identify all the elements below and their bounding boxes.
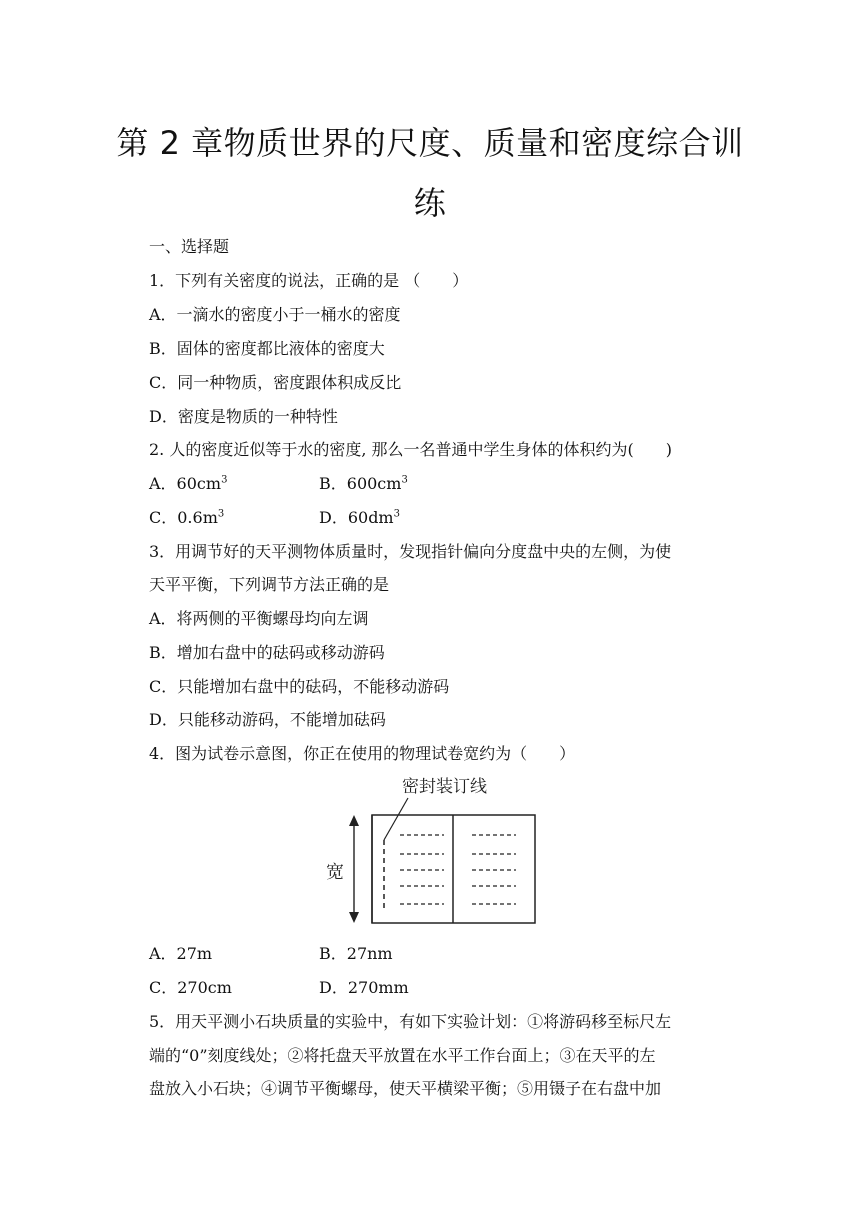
- q2-option-a: [149, 471, 227, 494]
- figure-leader-line: [384, 798, 408, 840]
- q1-option-a: A．一滴水的密度小于一桶水的密度: [149, 305, 401, 324]
- q2-option-d: [319, 505, 400, 528]
- q4-option-d: D．270mm: [319, 978, 409, 997]
- q5-line-1: 5．用天平测小石块质量的实验中，有如下实验计划：①将游码移至标尺左: [149, 1012, 672, 1031]
- q3-option-d: D．只能移动游码，不能增加砝码: [149, 710, 386, 729]
- figure-label-seal-line: 密封装订线: [402, 777, 487, 797]
- q1-option-b: B．固体的密度都比液体的密度大: [149, 339, 385, 358]
- q1-option-d: D．密度是物质的一种特性: [149, 407, 338, 426]
- q2-option-b: [319, 471, 408, 494]
- q3-option-c: C．只能增加右盘中的砝码，不能移动游码: [149, 677, 450, 696]
- q2-option-d-text: D．60dm: [319, 508, 394, 527]
- figure-label-width: 宽: [326, 862, 344, 883]
- q4-option-b: B．27nm: [319, 944, 393, 963]
- q2-option-d-exponent: 3: [393, 508, 400, 520]
- q4-option-a: A．27m: [149, 944, 213, 963]
- q5-line-3: 盘放入小石块；④调节平衡螺母，使天平横梁平衡；⑤用镊子在右盘中加: [149, 1079, 662, 1098]
- figure-arrow-head-top: [349, 815, 359, 826]
- q3-option-b: B．增加右盘中的砝码或移动游码: [149, 643, 385, 662]
- q3-stem-line-1: 3．用调节好的天平测物体质量时，发现指针偏向分度盘中央的左侧，为使: [149, 542, 672, 561]
- q3-option-a: A．将两侧的平衡螺母均向左调: [149, 609, 369, 628]
- q5-line-2: 端的“0”刻度线处；②将托盘天平放置在水平工作台面上；③在天平的左: [149, 1046, 656, 1065]
- q2-option-c-text: C．0.6m: [149, 508, 218, 527]
- q2-option-a-text: A．60cm: [149, 474, 222, 493]
- section-heading: 一、选择题: [149, 237, 230, 256]
- q4-exam-paper-figure: [322, 770, 542, 930]
- q4-stem: 4．图为试卷示意图，你正在使用的物理试卷宽约为（ ）: [149, 744, 576, 763]
- q2-option-b-text: B．600cm: [319, 474, 402, 493]
- q4-option-c: C．270cm: [149, 978, 232, 997]
- q2-stem: 2. 人的密度近似等于水的密度, 那么一名普通中学生身体的体积约为( ): [149, 440, 673, 459]
- q2-option-c: [149, 505, 224, 528]
- q1-option-c: C．同一种物质，密度跟体积成反比: [149, 373, 402, 392]
- figure-arrow-head-bottom: [349, 912, 359, 923]
- figure-right-text-lines: [472, 835, 516, 904]
- q2-option-b-exponent: 3: [401, 474, 408, 486]
- document-title-line-2: 练: [413, 184, 447, 222]
- q1-stem: 1．下列有关密度的说法，正确的是 （ ）: [149, 271, 469, 290]
- document-title-line-1: 第 2 章物质世界的尺度、质量和密度综合训: [116, 124, 744, 162]
- q3-stem-line-2: 天平平衡，下列调节方法正确的是: [149, 575, 390, 594]
- q2-option-a-exponent: 3: [221, 474, 228, 486]
- q2-option-c-exponent: 3: [217, 508, 225, 520]
- figure-left-text-lines: [400, 835, 444, 904]
